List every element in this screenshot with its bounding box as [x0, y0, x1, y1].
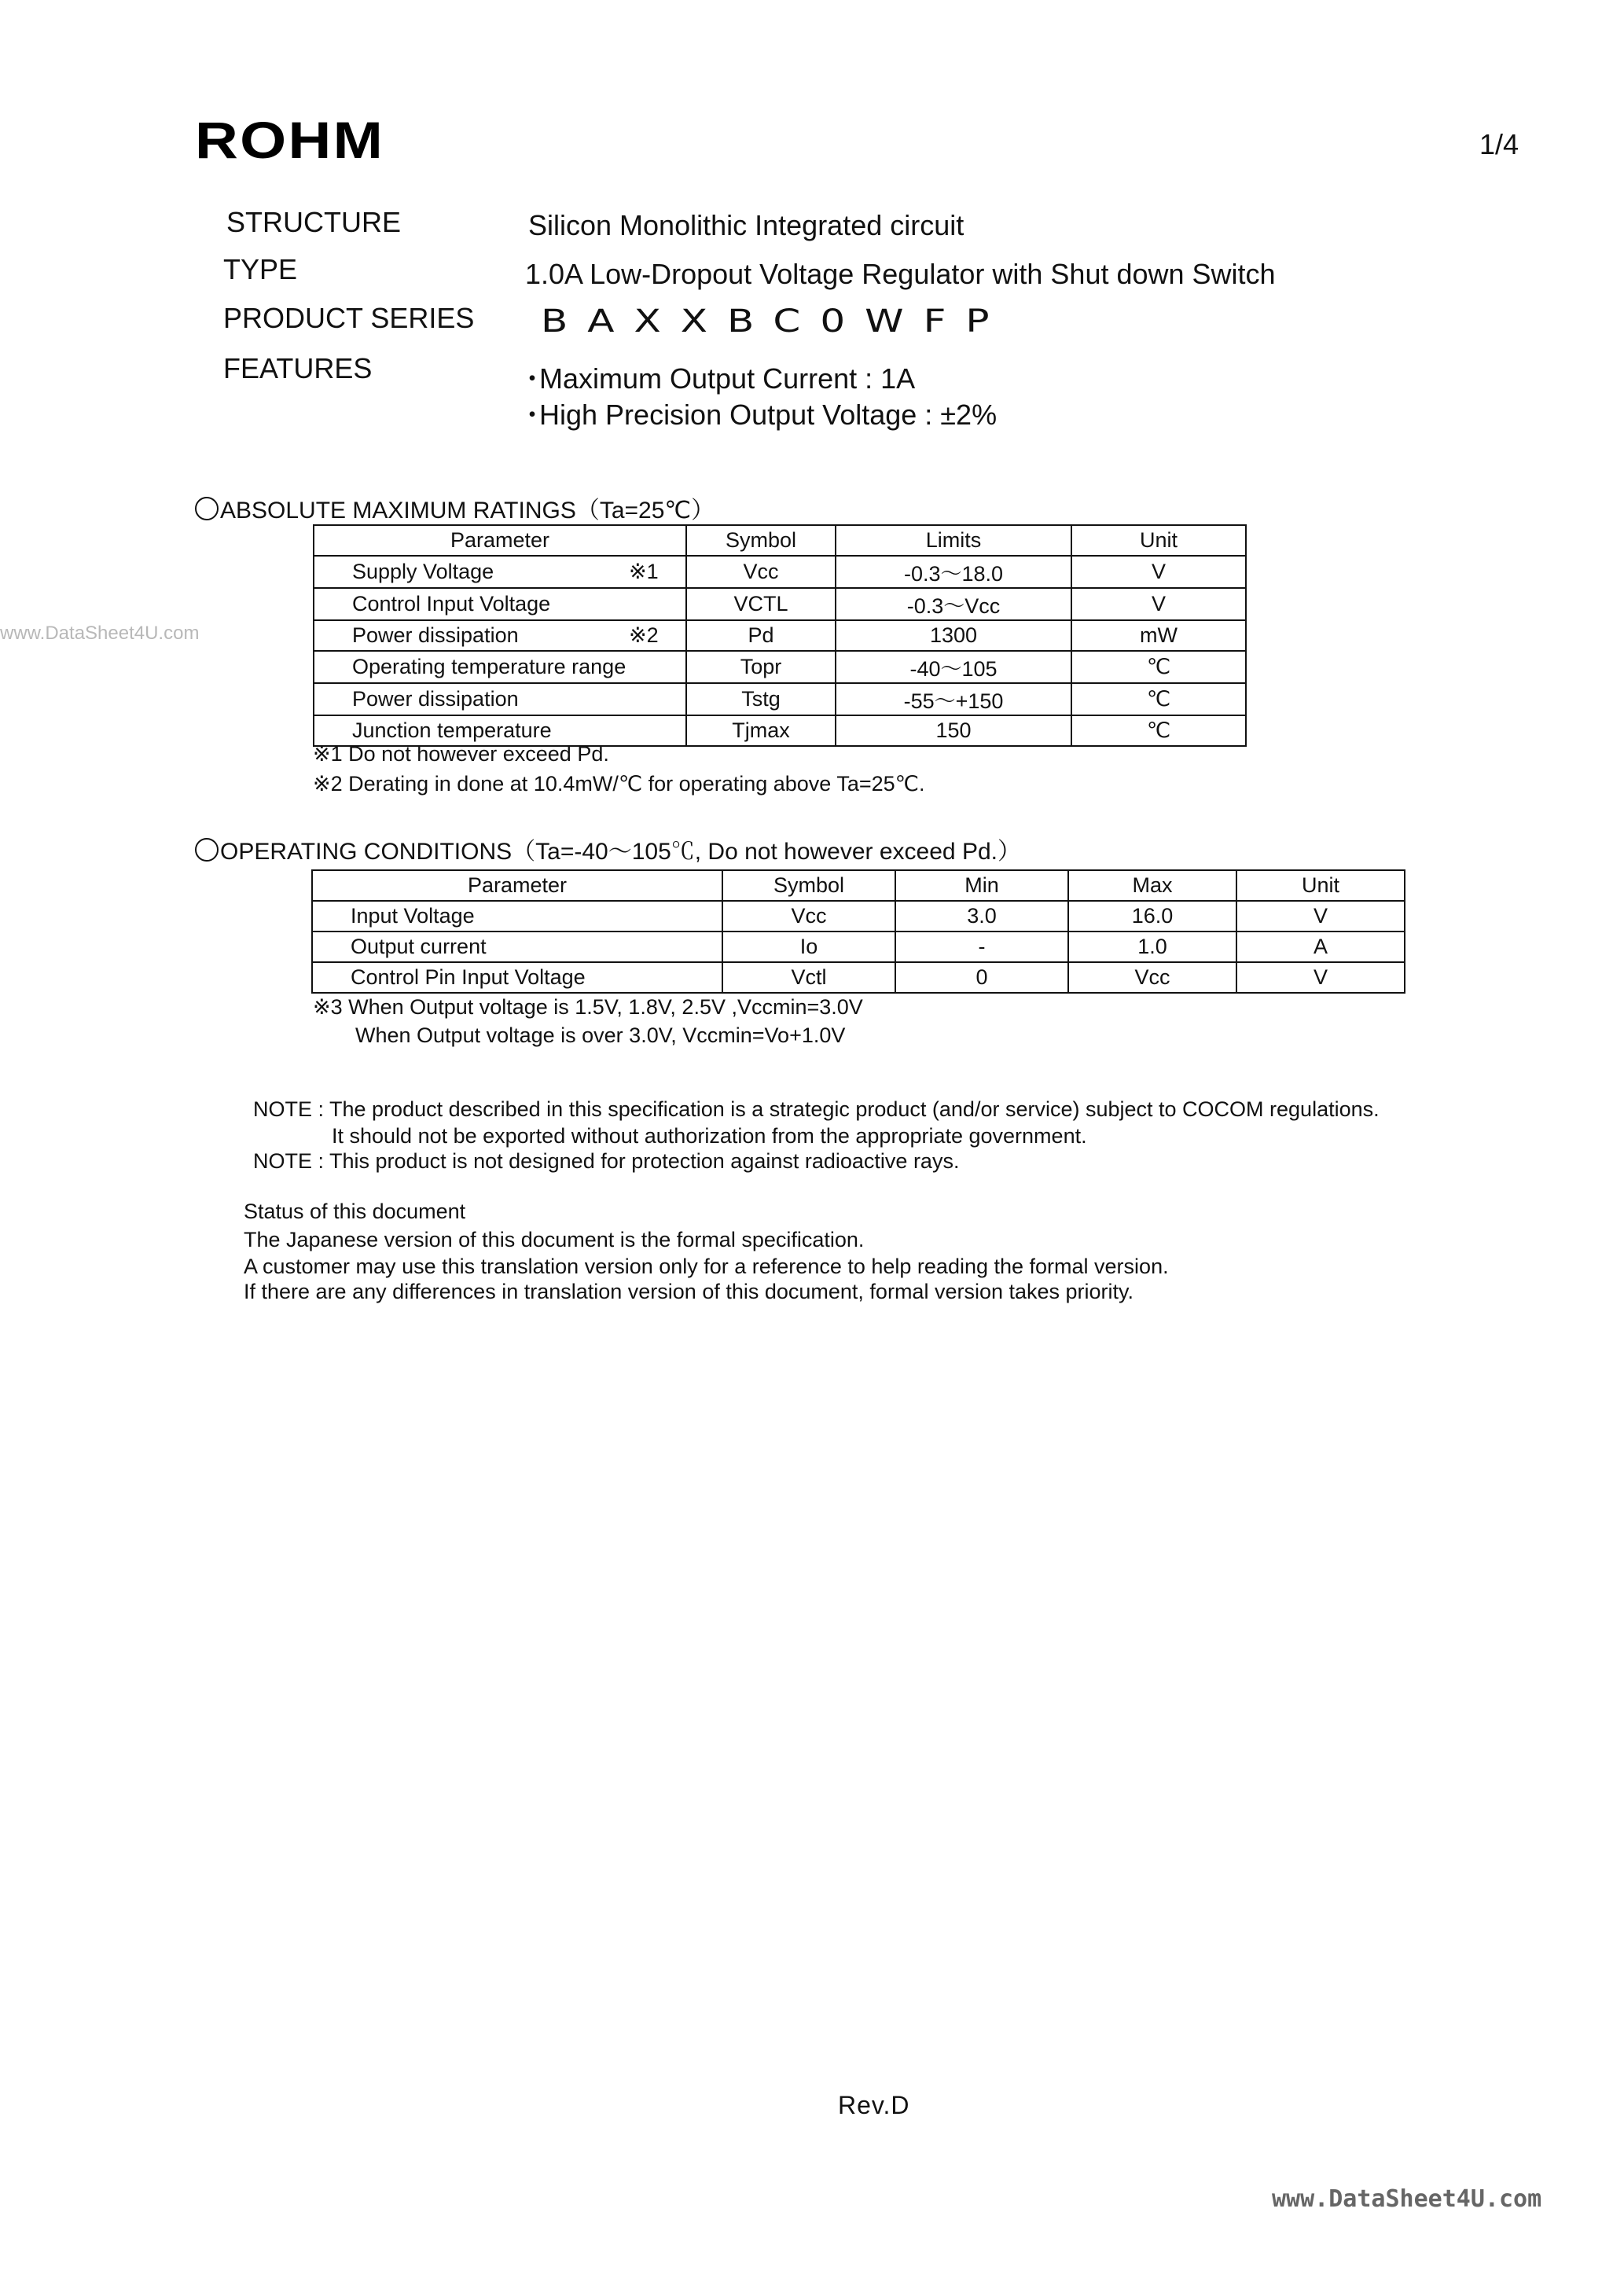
symbol-cell: Tjmax [686, 715, 836, 746]
circle-bullet-icon [195, 497, 219, 520]
header-cell: Max [1068, 870, 1236, 901]
operating-conditions-title [195, 832, 1021, 866]
header-cell: Min [895, 870, 1068, 901]
unit-cell: V [1071, 588, 1246, 620]
structure-value: Silicon Monolithic Integrated circuit [528, 209, 964, 241]
unit-cell: ℃ [1071, 683, 1246, 715]
limits-cell: 150 [836, 715, 1071, 746]
abs-max-table [313, 524, 1247, 747]
feature-max-current: ･Maximum Output Current : 1A [525, 362, 916, 395]
abs-note-1: ※1 Do not however exceed Pd. [313, 742, 609, 766]
max-cell: 16.0 [1068, 901, 1236, 932]
min-cell: - [895, 932, 1068, 962]
note-radioactive: NOTE : This product is not designed for protection against radioactive rays. [253, 1149, 960, 1173]
type-label: TYPE [223, 253, 298, 285]
min-cell: 0 [895, 962, 1068, 993]
table-row [314, 620, 1246, 651]
status-heading: Status of this document [244, 1200, 466, 1223]
status-line-3: If there are any differences in translation version of this document, formal version takes priority. [244, 1280, 1134, 1303]
features-label: FEATURES [223, 352, 373, 384]
param-cell [314, 620, 686, 651]
status-line-2: A customer may use this translation version only for a reference to help reading the formal version. [244, 1255, 1169, 1278]
type-value: 1.0A Low-Dropout Voltage Regulator with Shut down Switch [525, 258, 1276, 290]
header-cell: Parameter [314, 525, 686, 556]
footnote-mark: ※2 [629, 623, 659, 647]
circle-bullet-icon [195, 838, 219, 862]
header-cell: Symbol [686, 525, 836, 556]
abs-note-2: ※2 Derating in done at 10.4mW/℃ for operating above Ta=25℃. [313, 772, 925, 796]
abs-max-ratings-title [195, 491, 715, 525]
table-row [314, 556, 1246, 588]
symbol-cell: Vctl [722, 962, 895, 993]
unit-cell: ℃ [1071, 651, 1246, 683]
param-cell: Operating temperature range [314, 651, 686, 683]
unit-cell: V [1071, 556, 1246, 588]
table-row [312, 901, 1405, 932]
op-note-1: ※3 When Output voltage is 1.5V, 1.8V, 2.5V ,Vccmin=3.0V [313, 995, 863, 1019]
header-cell: Unit [1071, 525, 1246, 556]
min-cell: 3.0 [895, 901, 1068, 932]
param-cell [314, 556, 686, 588]
op-title-text: OPERATING CONDITIONS（Ta=-40～105℃, Do not however exceed Pd.） [220, 839, 1021, 865]
symbol-cell: VCTL [686, 588, 836, 620]
symbol-cell: Topr [686, 651, 836, 683]
limits-cell: -55～+150 [836, 683, 1071, 715]
param-cell: Output current [312, 932, 722, 962]
max-cell: Vcc [1068, 962, 1236, 993]
unit-cell: V [1236, 901, 1405, 932]
page-number: 1/4 [1479, 128, 1519, 160]
unit-cell: V [1236, 962, 1405, 993]
param-cell: Control Pin Input Voltage [312, 962, 722, 993]
limits-cell: -0.3～Vcc [836, 588, 1071, 620]
table-row [314, 683, 1246, 715]
symbol-cell: Pd [686, 620, 836, 651]
table-row [314, 651, 1246, 683]
watermark-left: www.DataSheet4U.com [0, 623, 200, 644]
table-header-row [314, 525, 1246, 556]
unit-cell: mW [1071, 620, 1246, 651]
note-cocom: NOTE : The product described in this specification is a strategic product (and/or service) subject to COCOM regulations. [253, 1097, 1380, 1121]
header-cell: Unit [1236, 870, 1405, 901]
symbol-cell: Vcc [722, 901, 895, 932]
param-cell: Power dissipation [314, 683, 686, 715]
revision-label: Rev.D [838, 2091, 910, 2119]
table-row [314, 588, 1246, 620]
abs-title-text: ABSOLUTE MAXIMUM RATINGS（Ta=25℃） [220, 498, 715, 524]
footnote-mark: ※1 [629, 560, 659, 583]
unit-cell: ℃ [1071, 715, 1246, 746]
param-cell: Input Voltage [312, 901, 722, 932]
param-cell: Junction temperature [314, 715, 686, 746]
limits-cell: -40～105 [836, 651, 1071, 683]
param-cell: Control Input Voltage [314, 588, 686, 620]
structure-label: STRUCTURE [226, 206, 401, 238]
symbol-cell: Io [722, 932, 895, 962]
op-note-2: When Output voltage is over 3.0V, Vccmin=Vo+1.0V [355, 1023, 846, 1047]
feature-precision: ･High Precision Output Voltage : ±2% [525, 399, 998, 431]
table-row [312, 962, 1405, 993]
table-row [312, 932, 1405, 962]
product-series-value: BAXXBC0WFP [541, 303, 1009, 340]
watermark-bottom: www.DataSheet4U.com [1272, 2185, 1542, 2213]
header-cell: Parameter [312, 870, 722, 901]
header-cell: Limits [836, 525, 1071, 556]
param-text: Supply Voltage [352, 560, 494, 583]
header-cell: Symbol [722, 870, 895, 901]
operating-conditions-table [311, 869, 1405, 994]
limits-cell: 1300 [836, 620, 1071, 651]
symbol-cell: Vcc [686, 556, 836, 588]
max-cell: 1.0 [1068, 932, 1236, 962]
status-line-1: The Japanese version of this document is the formal specification. [244, 1228, 865, 1251]
unit-cell: A [1236, 932, 1405, 962]
table-header-row [312, 870, 1405, 901]
symbol-cell: Tstg [686, 683, 836, 715]
rohm-logo: ROHM [195, 111, 385, 169]
note-export: It should not be exported without authorization from the appropriate government. [332, 1124, 1087, 1148]
product-series-label: PRODUCT SERIES [223, 302, 475, 334]
param-text: Power dissipation [352, 623, 519, 647]
limits-cell: -0.3～18.0 [836, 556, 1071, 588]
